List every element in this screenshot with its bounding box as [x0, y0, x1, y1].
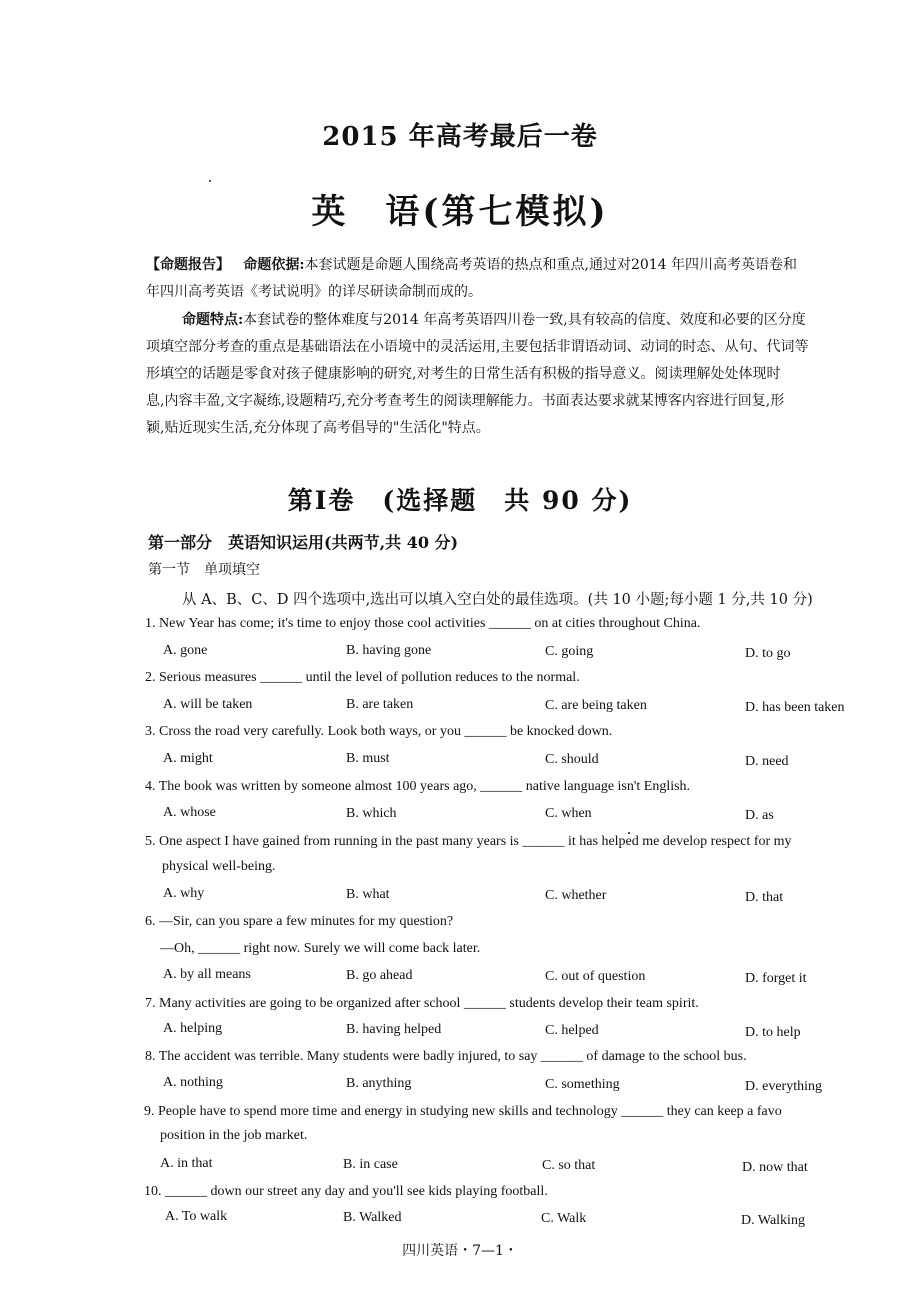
question-4-option-b: B. which	[346, 806, 397, 821]
question-6-option-d: D. forget it	[745, 971, 807, 986]
question-6-option-a: A. by all means	[163, 967, 251, 982]
report-label: 【命题报告】	[146, 257, 230, 273]
report-features-line1	[182, 307, 806, 333]
question-5-option-b: B. what	[346, 887, 390, 902]
question-1-option-d: D. to go	[745, 646, 791, 661]
page-footer: 四川英语・7—1・	[402, 1243, 518, 1259]
question-1-option-c: C. going	[545, 644, 594, 659]
question-4-option-d: D. as	[745, 808, 774, 823]
report-features-line2: 项填空部分考查的重点是基础语法在小语境中的灵活运用,主要包括非谓语动词、动词的时态、从句、代词等	[146, 339, 809, 355]
question-1-option-a: A. gone	[163, 643, 208, 658]
question-10-option-a: A. To walk	[165, 1209, 228, 1224]
question-5-stem-continued: physical well-being.	[162, 859, 276, 874]
subsection-title: 第一节 单项填空	[148, 562, 260, 578]
question-5-option-d: D. that	[745, 890, 784, 905]
question-2-option-c: C. are being taken	[545, 698, 647, 713]
question-1-stem: 1. New Year has come; it's time to enjoy those cool activities ______ on at cities throughout China.	[145, 616, 701, 631]
exam-title: 2015 年高考最后一卷	[322, 122, 598, 152]
part-title: 第一部分 英语知识运用(共两节,共 40 分)	[148, 533, 459, 552]
subject-title: 英 语(第七模拟)	[311, 192, 609, 232]
question-3-option-c: C. should	[545, 752, 599, 767]
report-features-label: 命题特点:	[182, 312, 244, 328]
report-basis-text: 本套试题是命题人围绕高考英语的热点和重点,通过对2014 年四川高考英语卷和	[304, 257, 798, 273]
report-basis-line1	[146, 252, 797, 278]
question-10-stem: 10. ______ down our street any day and you'll see kids playing football.	[144, 1184, 548, 1199]
question-10-option-b: B. Walked	[343, 1210, 402, 1225]
report-basis-label: 命题依据:	[243, 257, 305, 273]
question-5-option-a: A. why	[163, 886, 205, 901]
question-2-stem: 2. Serious measures ______ until the level of pollution reduces to the normal.	[145, 670, 580, 685]
question-4-stem: 4. The book was written by someone almost 100 years ago, ______ native language isn't English.	[145, 779, 691, 794]
question-7-option-a: A. helping	[163, 1021, 223, 1036]
question-4-option-c: C. when	[545, 806, 592, 821]
question-8-stem: 8. The accident was terrible. Many students were badly injured, to say ______ of damage to the school bus.	[145, 1049, 747, 1064]
question-10-option-c: C. Walk	[541, 1211, 587, 1226]
instruction: 从 A、B、C、D 四个选项中,选出可以填入空白处的最佳选项。(共 10 小题;每小题 1 分,共 10 分)	[182, 592, 813, 608]
question-7-option-c: C. helped	[545, 1023, 599, 1038]
question-5-option-c: C. whether	[545, 888, 607, 903]
question-5-stem: 5. One aspect I have gained from running in the past many years is ______ it has helped me develop respect for my	[145, 834, 792, 849]
report-features-line5: 颖,贴近现实生活,充分体现了高考倡导的"生活化"特点。	[146, 420, 490, 436]
scan-speck	[209, 180, 211, 182]
question-3-option-a: A. might	[163, 751, 213, 766]
question-7-option-b: B. having helped	[346, 1022, 442, 1037]
question-8-option-a: A. nothing	[163, 1075, 223, 1090]
question-3-option-d: D. need	[745, 754, 789, 769]
question-2-option-b: B. are taken	[346, 697, 414, 712]
question-7-stem: 7. Many activities are going to be organized after school ______ students develop their team spirit.	[145, 996, 699, 1011]
question-8-option-d: D. everything	[745, 1079, 822, 1094]
report-features-text: 本套试卷的整体难度与2014 年高考英语四川卷一致,具有较高的信度、效度和必要的区分度	[243, 312, 806, 328]
report-features-line4: 息,内容丰盈,文字凝练,设题精巧,充分考查考生的阅读理解能力。书面表达要求就某博客内容进行回复,形	[146, 393, 785, 409]
report-basis-line2: 年四川高考英语《考试说明》的详尽研读命制而成的。	[146, 284, 482, 300]
question-6-option-c: C. out of question	[545, 969, 646, 984]
scan-speck	[628, 832, 630, 834]
question-9-option-b: B. in case	[343, 1157, 398, 1172]
question-6-stem: 6. —Sir, can you spare a few minutes for my question?	[145, 914, 454, 929]
question-6-option-b: B. go ahead	[346, 968, 413, 983]
question-9-option-d: D. now that	[742, 1160, 808, 1175]
question-8-option-b: B. anything	[346, 1076, 412, 1091]
question-2-option-d: D. has been taken	[745, 700, 845, 715]
question-10-option-d: D. Walking	[741, 1213, 805, 1228]
question-7-option-d: D. to help	[745, 1025, 801, 1040]
question-9-option-c: C. so that	[542, 1158, 596, 1173]
question-9-option-a: A. in that	[160, 1156, 213, 1171]
question-9-stem: 9. People have to spend more time and energy in studying new skills and technology ______ they can keep a favo	[144, 1104, 782, 1119]
question-2-option-a: A. will be taken	[163, 697, 253, 712]
question-8-option-c: C. something	[545, 1077, 620, 1092]
question-3-option-b: B. must	[346, 751, 390, 766]
question-3-stem: 3. Cross the road very carefully. Look both ways, or you ______ be knocked down.	[145, 724, 613, 739]
section-title: 第Ⅰ卷 (选择题 共 90 分)	[287, 486, 633, 515]
question-1-option-b: B. having gone	[346, 643, 432, 658]
question-6-stem-continued: —Oh, ______ right now. Surely we will come back later.	[160, 941, 481, 956]
report-features-line3: 形填空的话题是零食对孩子健康影响的研究,对考生的日常生活有积极的指导意义。阅读理解处处体现时	[146, 366, 781, 382]
question-9-stem-continued: position in the job market.	[160, 1128, 308, 1143]
question-4-option-a: A. whose	[163, 805, 216, 820]
